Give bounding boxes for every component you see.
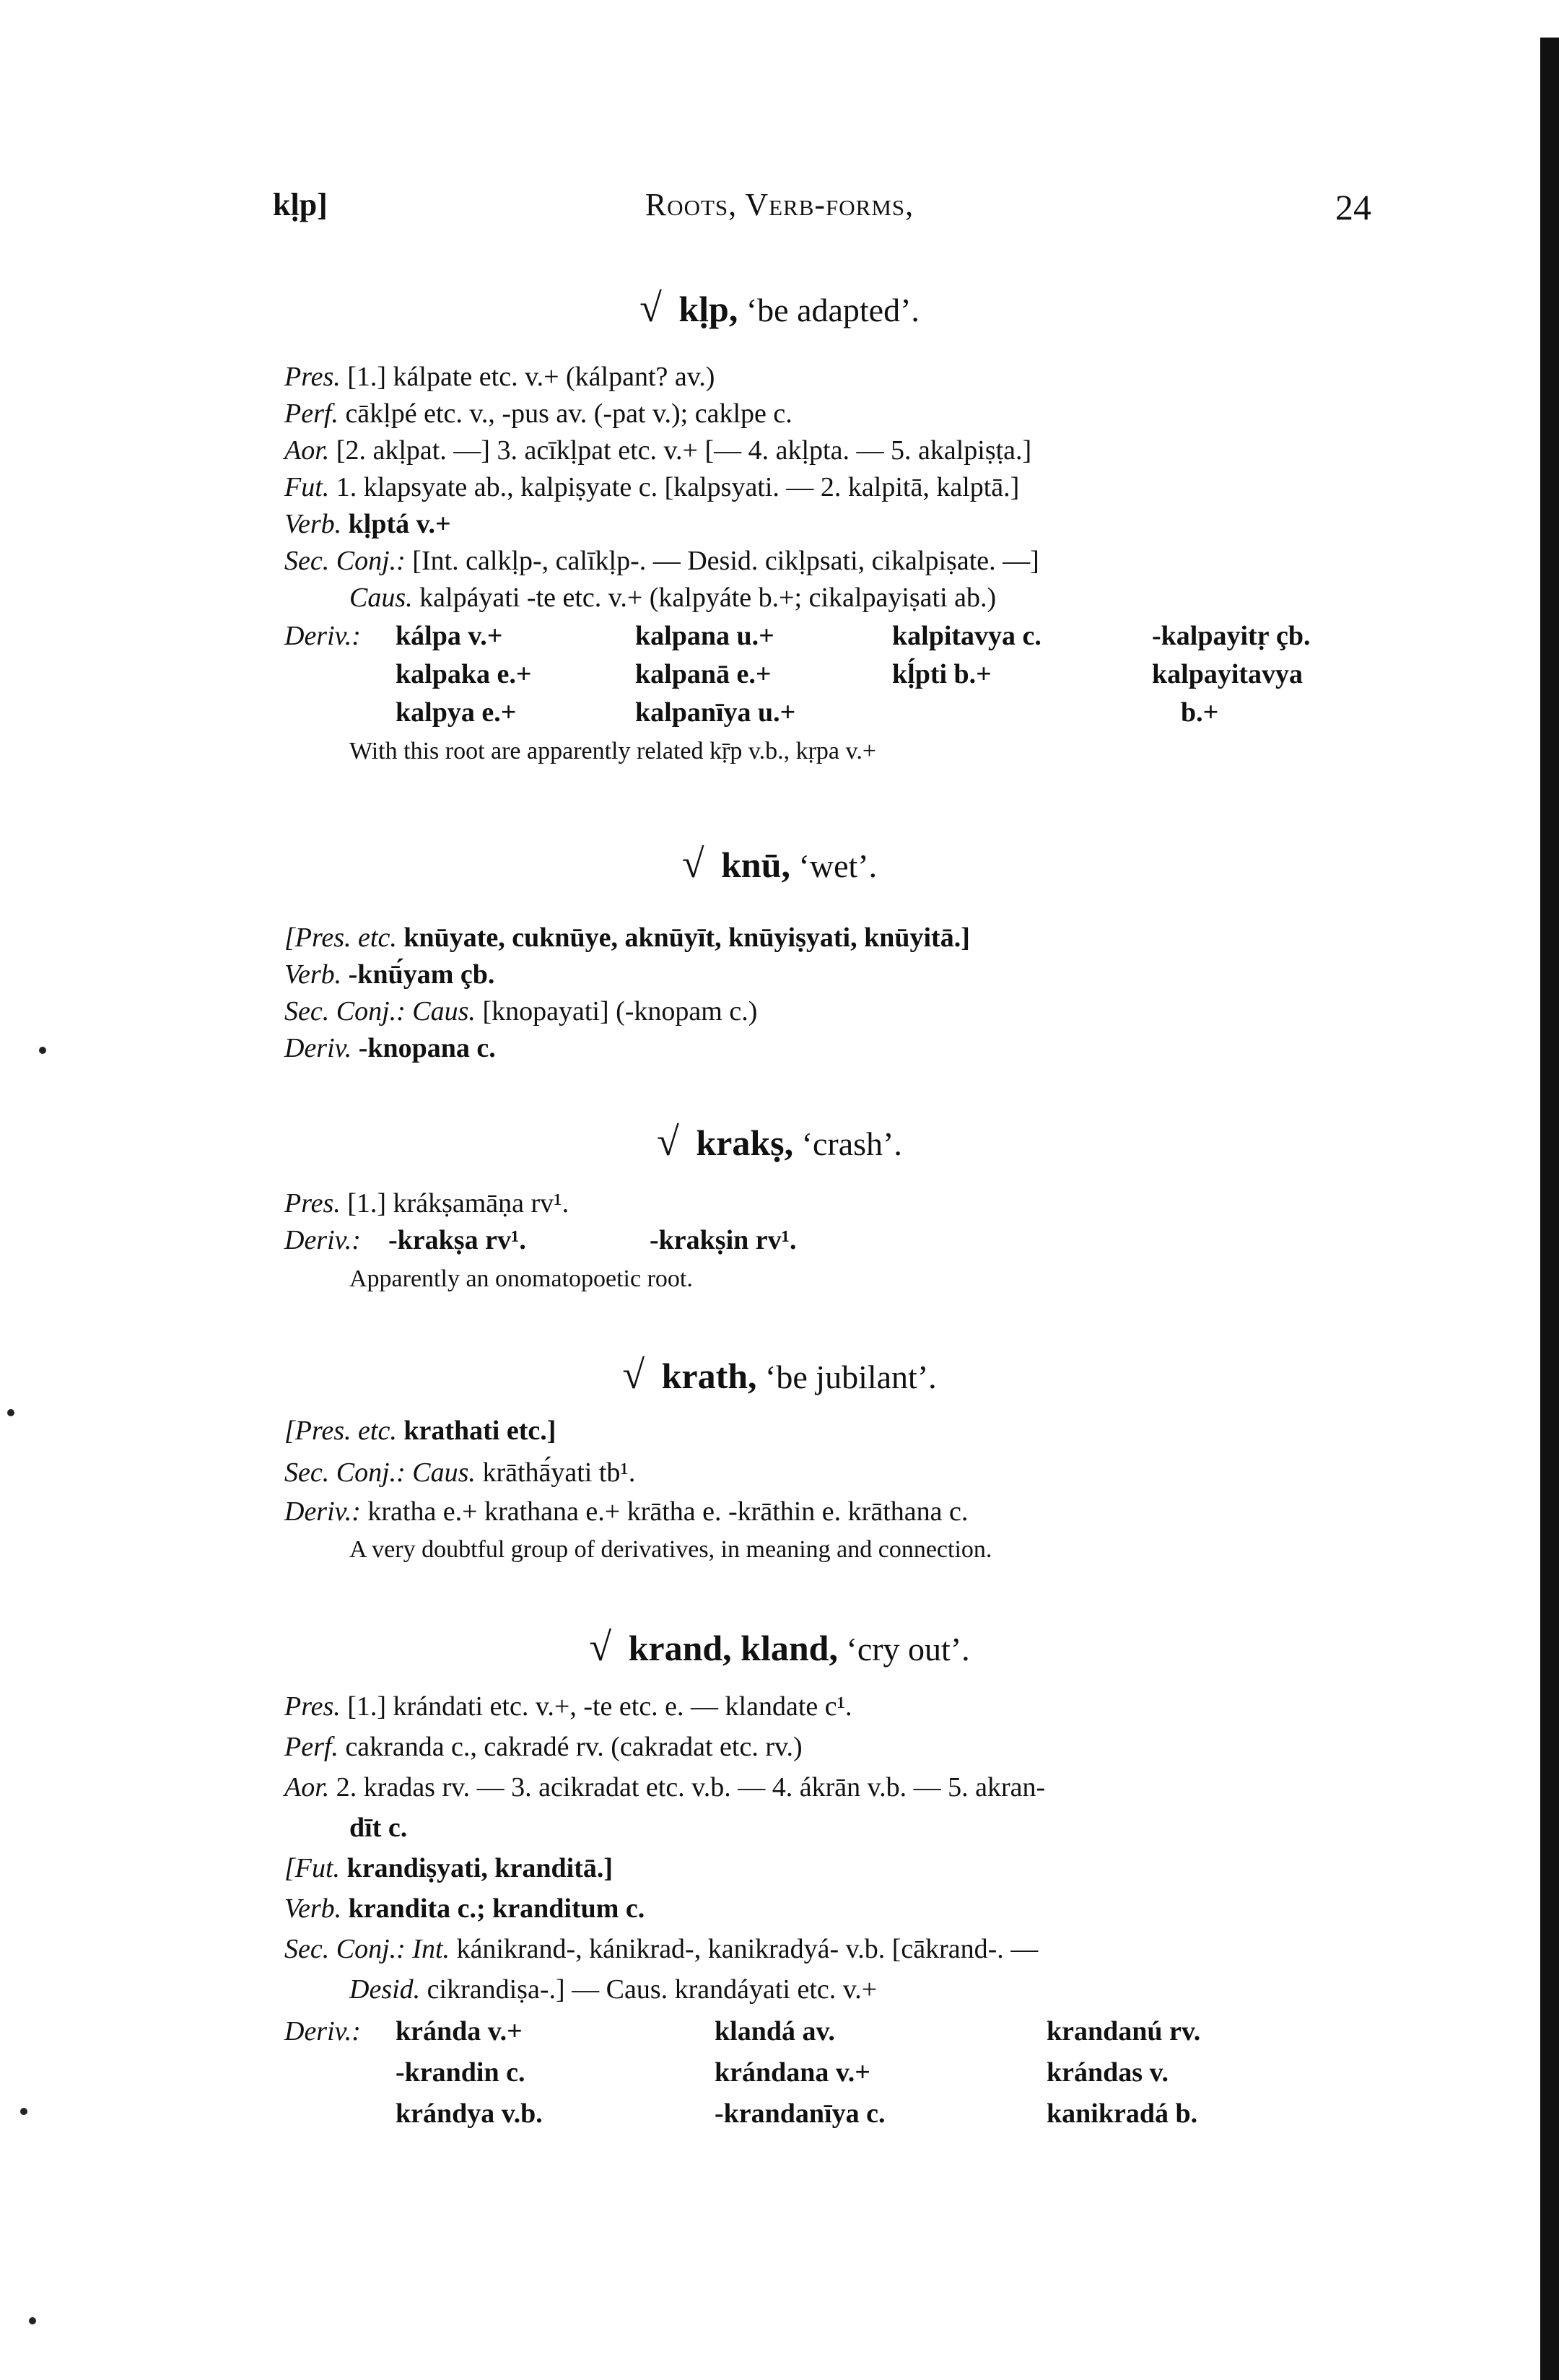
deriv-item: krándana v.+ <box>715 2057 870 2088</box>
root-note: A very doubtful group of derivatives, in meaning and connection. <box>349 1536 992 1563</box>
deriv-item: krandanú rv. <box>1047 2016 1201 2046</box>
root-heading-krath: √ krath, ‘be jubilant’. <box>622 1353 937 1398</box>
deriv-label: Deriv.: <box>284 1225 361 1255</box>
deriv-item: -krakṣa rv¹. <box>388 1225 526 1255</box>
deriv-item: b.+ <box>1181 697 1219 728</box>
root-heading-knu: √ knū, ‘wet’. <box>681 842 878 886</box>
entry-line: Perf. cākḷpé etc. v., -pus av. (-pat v.); caklpe c. <box>284 398 792 429</box>
deriv-item: kalpanā e.+ <box>635 659 772 689</box>
entry-line: Perf. cakranda c., cakradé rv. (cakradat etc. rv.) <box>284 1732 803 1762</box>
deriv-item: kránda v.+ <box>396 2016 523 2046</box>
deriv-item: kalpitavya c. <box>892 621 1041 651</box>
entry-line: Verb. -knū́yam çb. <box>284 959 495 990</box>
deriv-item: krándya v.b. <box>396 2098 543 2129</box>
deriv-item: kalpayitavya <box>1152 659 1303 689</box>
entry-line: Aor. [2. akḷpat. —] 3. acīkḷpat etc. v.+ [— 4. akḷpta. — 5. akalpiṣṭa.] <box>284 435 1032 466</box>
deriv-item: -krakṣin rv¹. <box>650 1225 797 1255</box>
entry-line: [Fut. krandiṣyati, kranditā.] <box>284 1853 613 1883</box>
entry-line: Sec. Conj.: Int. kánikrand-, kánikrad-, kanikradyá- v.b. [cākrand-. — <box>284 1934 1039 1964</box>
scan-speck <box>20 2108 27 2115</box>
entry-line: Caus. kalpáyati -te etc. v.+ (kalpyáte b.+; cikalpayiṣati ab.) <box>349 583 997 613</box>
scan-speck <box>29 2317 36 2324</box>
entry-line: dīt c. <box>349 1813 408 1843</box>
deriv-item: -krandanīya c. <box>715 2098 886 2129</box>
entry-line: Aor. 2. kradas rv. — 3. acikradat etc. v.b. — 4. ákrān v.b. — 5. akran- <box>284 1772 1046 1803</box>
radical-sign-icon: √ <box>589 1625 612 1670</box>
root-note: With this root are apparently related kṝp v.b., kṛpa v.+ <box>349 738 876 764</box>
entry-line: [Pres. etc. knūyate, cuknūye, aknūyīt, knūyiṣyati, knūyitā.] <box>284 923 970 953</box>
entry-line: Pres. [1.] kálpate etc. v.+ (kálpant? av.) <box>284 362 715 392</box>
entry-line: Fut. 1. klapsyate ab., kalpiṣyate c. [kalpsyati. — 2. kalpitā, kalptā.] <box>284 472 1020 502</box>
entry-line: Sec. Conj.: Caus. krāthā́yati tb¹. <box>284 1457 636 1488</box>
deriv-item: kanikradá b. <box>1047 2098 1198 2129</box>
root-heading-krand: √ krand, kland, ‘cry out’. <box>589 1625 970 1670</box>
deriv-item: kḷ́pti b.+ <box>892 659 992 689</box>
entry-line: Pres. [1.] krándati etc. v.+, -te etc. e. — klandate c¹. <box>284 1691 852 1722</box>
deriv-item: -krandin c. <box>396 2057 525 2088</box>
deriv-label: Deriv.: <box>284 2016 361 2046</box>
deriv-label: Deriv.: <box>284 621 361 651</box>
entry-line: Sec. Conj.: Caus. [knopayati] (-knopam c.) <box>284 996 758 1026</box>
page-number: 24 <box>1335 187 1371 227</box>
deriv-item: klandá av. <box>715 2016 835 2046</box>
entry-line: Verb. krandita c.; kranditum c. <box>284 1893 645 1924</box>
scan-speck <box>7 1409 14 1416</box>
running-head-left: kḷp] <box>273 187 328 222</box>
running-head-title: Roots, Verb-forms, <box>645 187 914 222</box>
deriv-item: kalpaka e.+ <box>396 659 532 689</box>
entry-line: Deriv. -knopana c. <box>284 1033 496 1063</box>
deriv-item: kalpanīya u.+ <box>635 697 796 728</box>
deriv-item: kalpya e.+ <box>396 697 517 728</box>
deriv-item: krándas v. <box>1047 2057 1169 2088</box>
entry-line: Desid. cikrandiṣa-.] — Caus. krandáyati etc. v.+ <box>349 1974 878 2005</box>
entry-line: Verb. kḷptá v.+ <box>284 509 451 539</box>
deriv-item: -kalpayitṛ çb. <box>1152 621 1311 651</box>
entry-line: Sec. Conj.: [Int. calkḷp-, calīkḷp-. — Desid. cikḷpsati, cikalpiṣate. —] <box>284 546 1039 576</box>
entry-line: [Pres. etc. krathati etc.] <box>284 1416 556 1446</box>
root-heading-kraks: √ krakṣ, ‘crash’. <box>657 1120 902 1164</box>
root-note: Apparently an onomatopoetic root. <box>349 1265 693 1292</box>
radical-sign-icon: √ <box>657 1120 679 1164</box>
radical-sign-icon: √ <box>681 842 704 886</box>
deriv-item: kalpana u.+ <box>635 621 774 651</box>
entry-line: Pres. [1.] krákṣamāṇa rv¹. <box>284 1188 569 1219</box>
scan-speck <box>39 1047 46 1054</box>
deriv-item: kálpa v.+ <box>396 621 503 651</box>
entry-line: Deriv.: kratha e.+ krathana e.+ krātha e. -krāthin e. krāthana c. <box>284 1496 969 1527</box>
scan-edge-bar <box>1540 38 1559 2380</box>
root-heading-klp: √ kḷp, ‘be adapted’. <box>639 286 920 331</box>
radical-sign-icon: √ <box>639 286 662 331</box>
radical-sign-icon: √ <box>622 1353 645 1398</box>
